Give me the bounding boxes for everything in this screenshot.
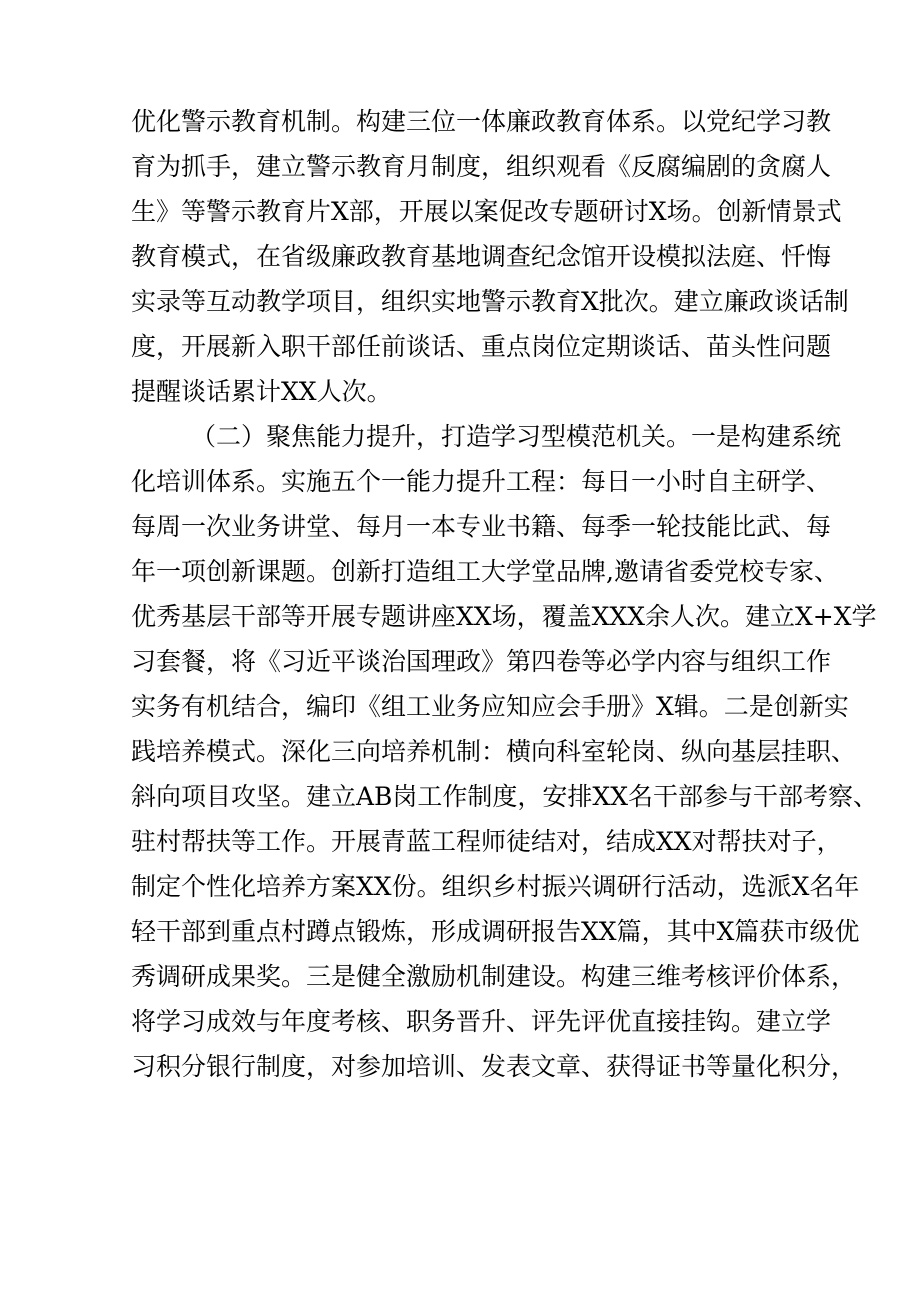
- text-line: 秀调研成果奖。三是健全激励机制建设。构建三维考核评价体系，: [131, 962, 857, 991]
- text-line: 提醒谈话累计XX人次。: [131, 377, 392, 406]
- text-line: 化培训体系。实施五个一能力提升工程：每日一小时自主研学、: [131, 467, 832, 496]
- text-line: [131, 1089, 803, 1134]
- text-line: 轻干部到重点村蹲点锻炼，形成调研报告XX篇，其中X篇获市级优: [131, 917, 860, 946]
- text-line: 生》等警示教育片X部，开展以案促改专题研讨X场。创新情景式: [131, 197, 842, 226]
- text-line: 育为抓手，建立警示教育月制度，组织观看《反腐编剧的贪腐人: [131, 152, 832, 181]
- text-line: 斜向项目攻坚。建立AB岗工作制度，安排XX名干部参与干部考察、: [131, 782, 879, 811]
- text-line: 实务有机结合，编印《组工业务应知应会手册》X辑。二是创新实: [131, 692, 849, 721]
- text-line: 度，开展新入职干部任前谈话、重点岗位定期谈话、苗头性问题: [131, 332, 832, 361]
- text-line: 每周一次业务讲堂、每月一本专业书籍、每季一轮技能比武、每: [131, 512, 832, 541]
- text-line: 优秀基层干部等开展专题讲座XX场，覆盖XXX余人次。建立X+X学: [131, 602, 877, 631]
- text-line: [131, 1134, 803, 1179]
- text-line: 践培养模式。深化三向培养机制：横向科室轮岗、纵向基层挂职、: [131, 737, 857, 766]
- text-line: 制定个性化培养方案XX份。组织乡村振兴调研行活动，选派X名年: [131, 872, 860, 901]
- text-line: 习套餐，将《习近平谈治国理政》第四卷等必学内容与组织工作: [131, 647, 832, 676]
- text-line: 实录等互动教学项目，组织实地警示教育X批次。建立廉政谈话制: [131, 287, 849, 316]
- text-line: 习积分银行制度，对参加培训、发表文章、获得证书等量化积分，: [131, 1052, 857, 1081]
- text-line: 教育模式，在省级廉政教育基地调查纪念馆开设模拟法庭、忏悔: [131, 242, 832, 271]
- document-body: [131, 99, 879, 1179]
- section-heading-line: （二）聚焦能力提升，打造学习型模范机关。一是构建系统: [191, 422, 842, 451]
- text-line: 年一项创新课题。创新打造组工大学堂品牌,邀请省委党校专家、: [131, 557, 839, 586]
- text-line: 优化警示教育机制。构建三位一体廉政教育体系。以党纪学习教: [131, 107, 832, 136]
- text-line: 驻村帮扶等工作。开展青蓝工程师徒结对，结成XX对帮扶对子，: [131, 827, 842, 856]
- text-line: 将学习成效与年度考核、职务晋升、评先评优直接挂钩。建立学: [131, 1007, 832, 1036]
